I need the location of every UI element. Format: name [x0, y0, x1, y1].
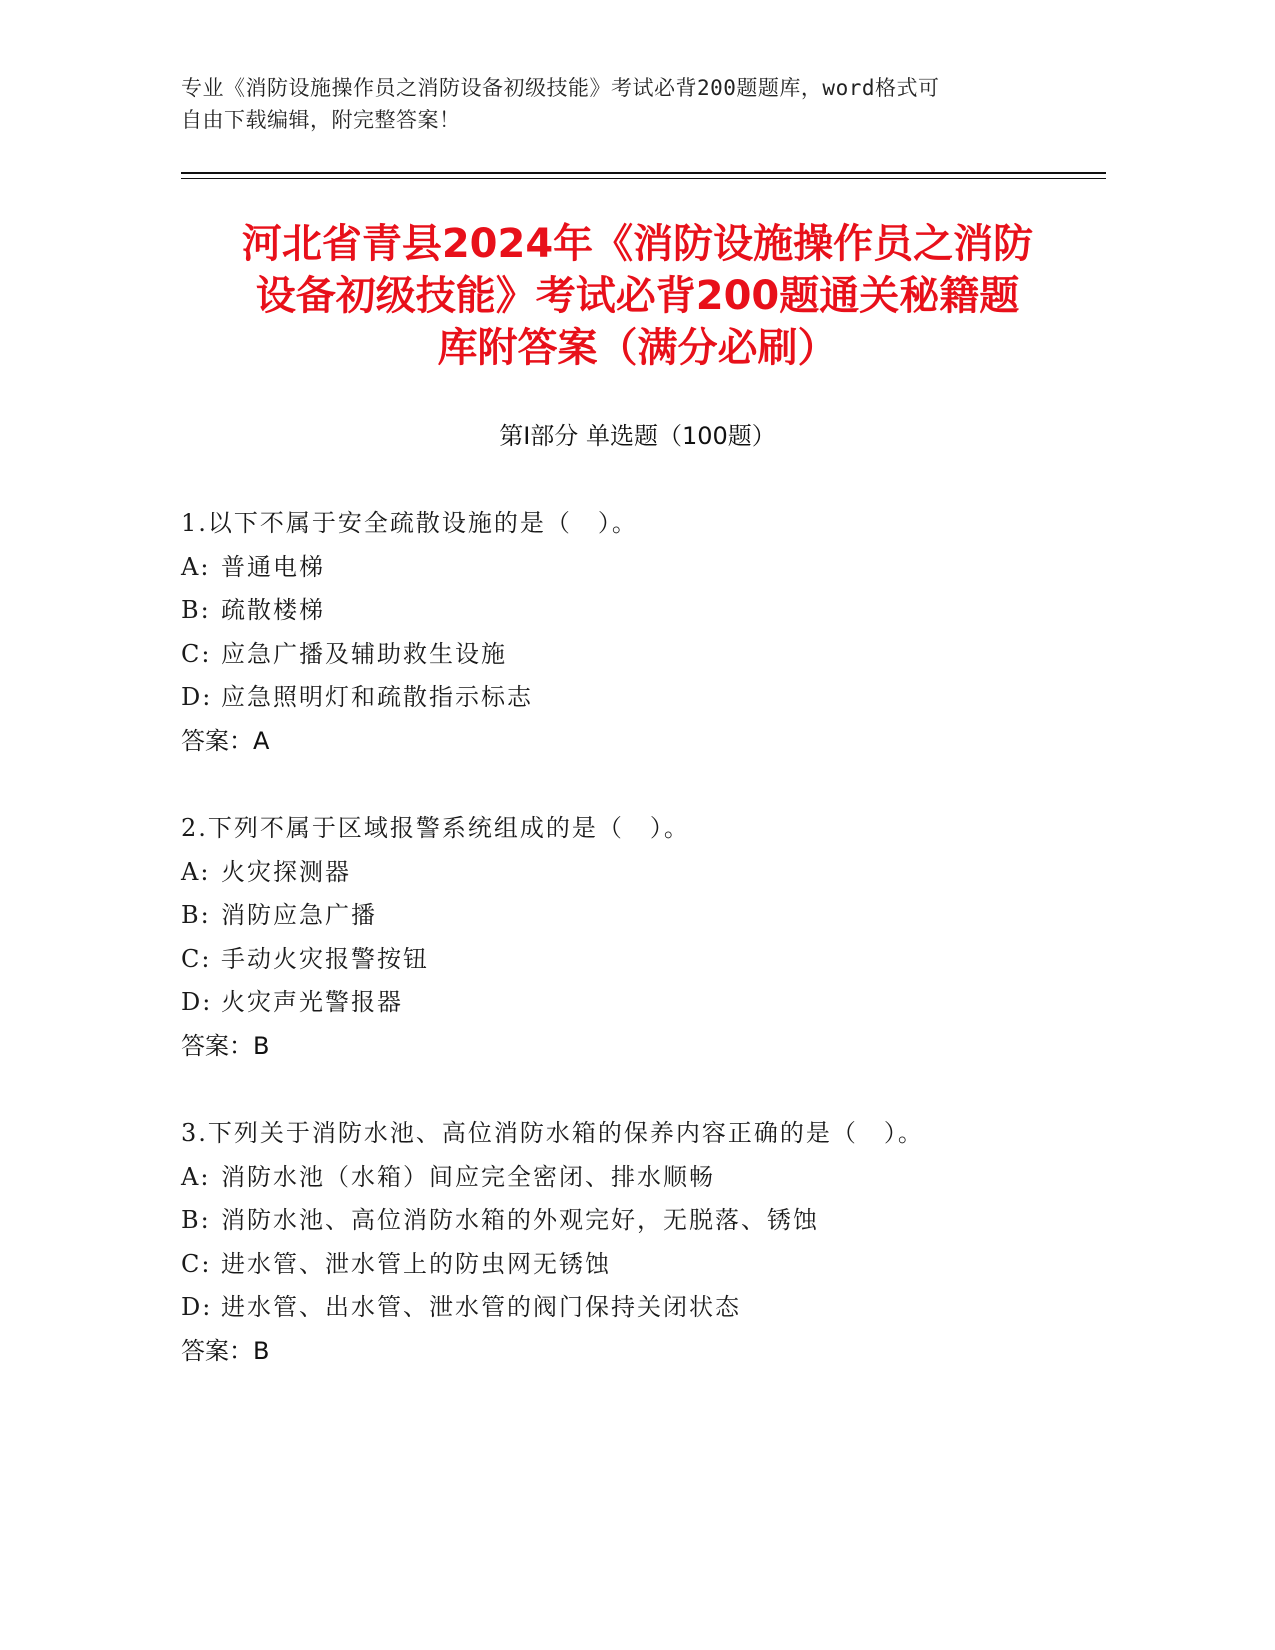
option-text: 火灾声光警报器: [221, 988, 403, 1016]
document-title-line-3: 库附答案（满分必刷）: [437, 325, 838, 371]
document-title: [150, 218, 1125, 374]
option-c: [181, 938, 1121, 982]
option-d: [181, 1286, 1121, 1330]
option-label: A:: [181, 552, 211, 581]
option-b: [181, 1199, 1121, 1243]
question-2: [181, 807, 1121, 1068]
option-text: 火灾探测器: [221, 857, 351, 886]
option-a: [181, 546, 1121, 590]
option-a: [181, 851, 1121, 895]
header-note-line-1: 专业《消防设施操作员之消防设备初级技能》考试必背200题题库，word格式可: [181, 76, 940, 100]
option-b: [181, 589, 1121, 633]
option-label: C:: [181, 1249, 212, 1278]
option-label: C:: [181, 944, 212, 973]
question-stem: 2.下列不属于区域报警系统组成的是（ ）。: [181, 814, 690, 842]
option-text: 消防水池、高位消防水箱的外观完好，无脱落、锈蚀: [221, 1206, 819, 1234]
option-label: D:: [181, 683, 213, 711]
document-title-line-2: 设备初级技能》考试必背200题通关秘籍题: [255, 273, 1020, 319]
option-d: [181, 676, 1121, 720]
option-label: B:: [181, 1206, 211, 1234]
option-c: [181, 1243, 1121, 1287]
option-text: 进水管、泄水管上的防虫网无锈蚀: [221, 1249, 611, 1278]
header-divider-thin: [181, 178, 1106, 179]
option-text: 普通电梯: [221, 552, 325, 581]
question-stem: 3.下列关于消防水池、高位消防水箱的保养内容正确的是（ ）。: [181, 1119, 924, 1147]
option-d: [181, 981, 1121, 1025]
option-text: 应急照明灯和疏散指示标志: [221, 683, 533, 711]
option-c: [181, 633, 1121, 677]
option-label: A:: [181, 857, 211, 886]
option-label: D:: [181, 988, 213, 1016]
option-text: 消防水池（水箱）间应完全密闭、排水顺畅: [221, 1162, 715, 1191]
option-label: A:: [181, 1162, 211, 1191]
answer: 答案：B: [181, 1336, 270, 1365]
answer: 答案：B: [181, 1031, 270, 1060]
option-text: 疏散楼梯: [221, 596, 325, 624]
header-note: [181, 72, 1061, 136]
section-title: 第Ⅰ部分 单选题（100题）: [499, 422, 776, 450]
option-text: 应急广播及辅助救生设施: [221, 639, 507, 668]
option-text: 进水管、出水管、泄水管的阀门保持关闭状态: [221, 1293, 741, 1321]
option-label: C:: [181, 639, 212, 668]
option-label: B:: [181, 901, 211, 929]
answer: 答案：A: [181, 726, 270, 755]
document-title-line-1: 河北省青县2024年《消防设施操作员之消防: [241, 221, 1034, 267]
option-text: 手动火灾报警按钮: [221, 944, 429, 973]
option-a: [181, 1156, 1121, 1200]
option-b: [181, 894, 1121, 938]
header-divider-thick: [181, 172, 1106, 174]
question-3: [181, 1112, 1121, 1373]
option-text: 消防应急广播: [221, 901, 377, 929]
option-label: D:: [181, 1293, 213, 1321]
question-1: [181, 502, 1121, 763]
option-label: B:: [181, 596, 211, 624]
question-stem: 1.以下不属于安全疏散设施的是（ ）。: [181, 509, 638, 537]
header-note-line-2: 自由下载编辑，附完整答案！: [181, 108, 461, 132]
